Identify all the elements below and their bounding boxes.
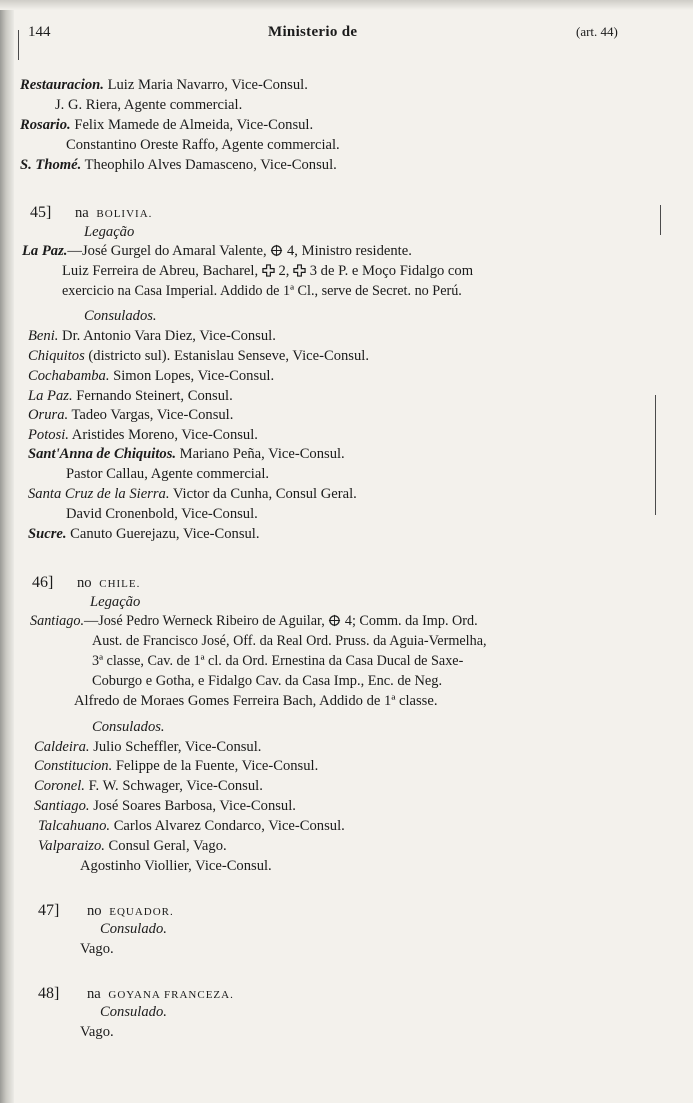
section-number: 48] [38,985,60,1002]
country-name: GOYANA FRANCEZA. [108,989,234,1001]
consulado-heading: Consulado. [100,1004,167,1020]
place-name: Cochabamba. [28,368,110,384]
list-item [28,445,345,463]
article-reference: (art. 44) [576,24,618,39]
list-item [38,837,227,855]
place-name: Chiquitos [28,348,85,364]
place-name: La Paz. [28,388,73,404]
place-name: Santa Cruz de la Sierra. [28,486,170,502]
place-name: Constitucion. [34,758,113,774]
entry-text: Felix Mamede de Almeida, Vice-Consul. [70,117,314,133]
entry-text: Felippe de la Fuente, Vice-Consul. [112,758,319,774]
entry-text: Agostinho Viollier, Vice-Consul. [80,858,272,874]
place-name: Caldeira. [34,739,90,755]
section-46-heading [32,574,140,593]
entry-line: Aust. de Francisco José, Off. da Real Ord. Pruss. da Aguia-Vermelha, [92,633,487,649]
entry-text: Pastor Callau, Agente commercial. [66,466,270,482]
order-insignia-icon [270,244,283,257]
section-48-heading [38,985,234,1004]
entry-text: Theophilo Alves Damasceno, Vice-Consul. [81,157,337,173]
section-number: 47] [38,902,60,919]
consulado-heading: Consulado. [100,921,167,937]
entry-text: Constantino Oreste Raffo, Agente commercial. [66,137,340,153]
legacao-heading: Legação [90,594,141,610]
entry-text: Dr. Antonio Vara Diez, Vice-Consul. [58,328,276,344]
place-name: Potosi. [28,427,69,443]
entry-sao-thome [20,156,337,174]
country-name: BOLIVIA. [96,208,153,220]
place-name: Santiago. [34,798,90,814]
entry-line [66,136,340,154]
list-item [38,817,345,835]
entry-text: Fernando Steinert, Consul. [72,388,233,404]
entry-line: 3ª classe, Cav. de 1ª cl. da Ord. Ernestina da Casa Ducal de Saxe- [92,653,464,669]
entry-text: Carlos Alvarez Condarco, Vice-Consul. [110,818,345,834]
place-name: La Paz. [22,243,68,259]
country-name: CHILE. [99,578,141,590]
entry-text: 4; Comm. da Imp. Ord. [344,613,478,629]
page-number: 144 [28,24,51,40]
entry-line: Alfredo de Moraes Gomes Ferreira Bach, Addido de 1ª classe. [74,693,438,709]
list-item [66,505,258,523]
entry-santiago-legation [30,612,478,630]
consulados-heading: Consulados. [84,308,157,324]
cross-insignia-icon [293,264,306,277]
entry-line [55,96,242,114]
place-name: Talcahuano. [38,818,111,834]
vacancy-text: Vago. [80,1024,114,1040]
entry-text: Luiz Maria Navarro, Vice-Consul. [103,77,308,93]
entry-text: (districto sul). Estanislau Senseve, Vice-Consul. [84,348,369,364]
entry-text: Mariano Peña, Vice-Consul. [176,446,345,462]
entry-text: Luiz Ferreira de Abreu, Bacharel, [62,263,259,279]
entry-text: Consul Geral, Vago. [104,838,227,854]
entry-rosario [20,116,313,134]
list-item [80,857,272,875]
place-name: Beni. [28,328,59,344]
list-item [28,426,258,444]
entry-line: exercicio na Casa Imperial. Addido de 1ª Cl., serve de Secret. no Perú. [62,283,462,299]
entry-luiz-ferreira [62,262,473,280]
margin-rule [655,395,656,515]
section-47-heading [38,902,174,921]
place-name: Coronel. [34,778,85,794]
entry-text: —José Gurgel do Amaral Valente, [67,243,267,259]
place-name: Sant'Anna de Chiquitos. [28,446,177,462]
entry-la-paz-legation [22,242,412,260]
entry-text: J. G. Riera, Agente commercial. [55,97,243,113]
list-item [28,387,233,405]
section-prefix: no [76,575,92,591]
place-name: Restauracion. [20,77,104,93]
entry-text: Tadeo Vargas, Vice-Consul. [68,407,234,423]
place-name: Santiago. [30,613,84,629]
list-item [28,485,357,503]
entry-text: Julio Scheffler, Vice-Consul. [89,739,262,755]
entry-text: —José Pedro Werneck Ribeiro de Aguilar, [84,613,325,629]
entry-text: Canuto Guerejazu, Vice-Consul. [66,526,260,542]
section-number: 45] [30,204,52,221]
vacancy-text: Vago. [80,941,114,957]
list-item [28,327,276,345]
list-item [66,465,269,483]
entry-text: Aristides Moreno, Vice-Consul. [68,427,258,443]
list-item [34,738,261,756]
entry-text: F. W. Schwager, Vice-Consul. [84,778,263,794]
entry-text: José Soares Barbosa, Vice-Consul. [89,798,296,814]
place-name: Valparaizo. [38,838,105,854]
list-item [28,406,233,424]
list-item [28,367,274,385]
legacao-heading: Legação [84,224,135,240]
entry-line: Coburgo e Gotha, e Fidalgo Cav. da Casa Imp., Enc. de Neg. [92,673,443,689]
place-name: S. Thomé. [20,157,82,173]
section-45-heading [30,204,152,223]
list-item [28,347,369,365]
place-name: Rosario. [20,117,71,133]
list-item [28,525,260,543]
consulados-heading: Consulados. [92,719,165,735]
section-number: 46] [32,574,54,591]
page-header [0,24,693,46]
section-prefix: no [86,903,102,919]
country-name: EQUADOR. [109,906,174,918]
cross-insignia-icon [262,264,275,277]
scan-shadow-left [0,0,14,1103]
order-insignia-icon [328,614,341,627]
section-prefix: na [74,205,89,221]
running-title: Ministerio de [268,24,358,40]
entry-text: 4, Ministro residente. [287,243,412,259]
list-item [34,797,296,815]
entry-text: 2, [278,263,290,279]
place-name: Orura. [28,407,69,423]
margin-rule [660,205,661,235]
entry-text: Victor da Cunha, Consul Geral. [169,486,357,502]
section-prefix: na [86,986,101,1002]
scan-shadow-top [0,0,693,10]
entry-restauracion [20,76,308,94]
list-item [34,757,318,775]
entry-text: 3 de P. e Moço Fidalgo com [309,263,474,279]
place-name: Sucre. [28,526,67,542]
entry-text: Simon Lopes, Vice-Consul. [109,368,275,384]
entry-text: David Cronenbold, Vice-Consul. [66,506,258,522]
list-item [34,777,263,795]
